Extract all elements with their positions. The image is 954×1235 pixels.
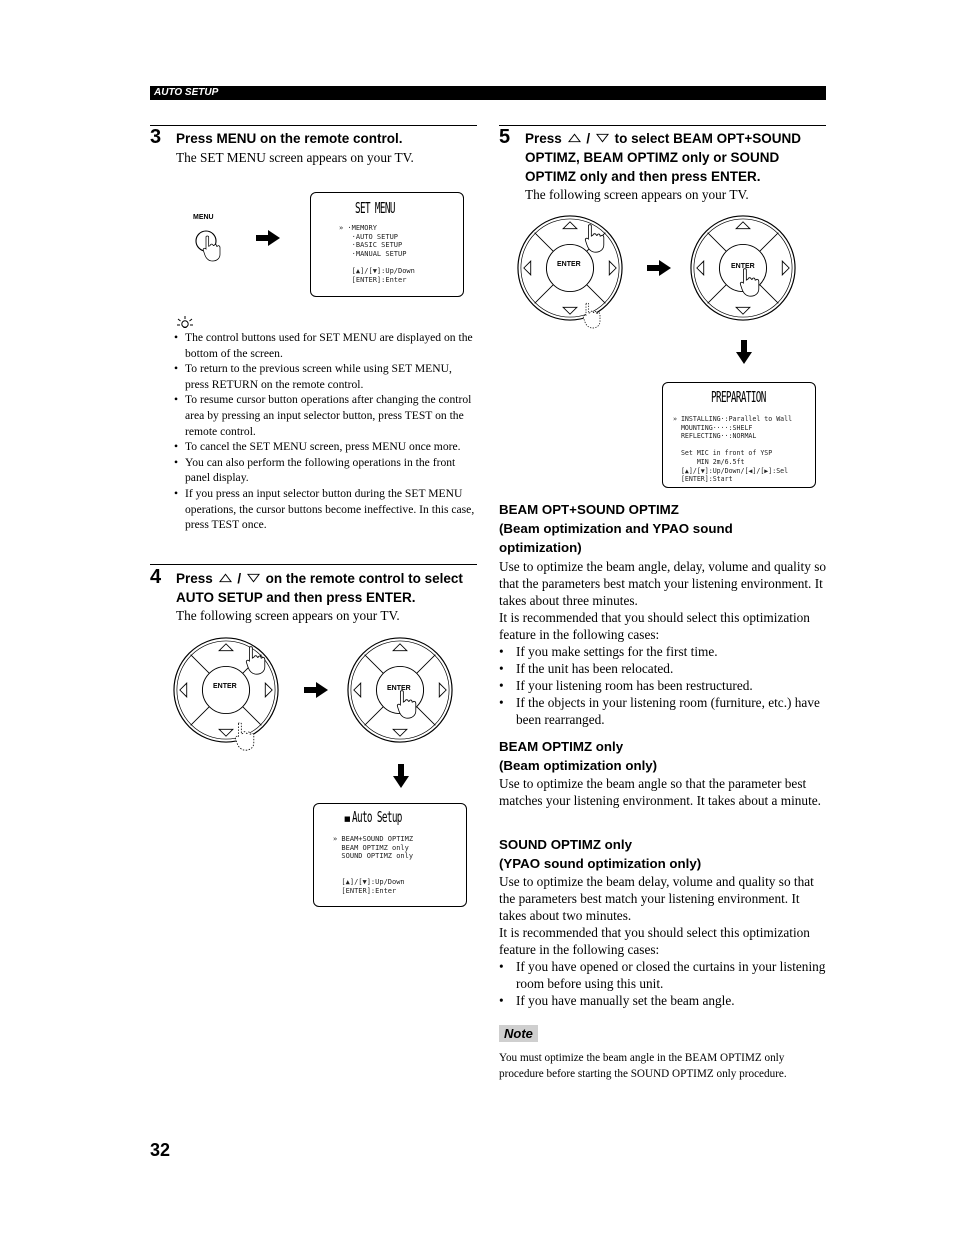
set-menu-screen (310, 192, 464, 297)
tip-item: • The control buttons used for SET MENU are displayed on the bottom of the screen. (174, 330, 476, 361)
note-label-box (499, 1025, 538, 1043)
heading-line: (YPAO sound optimization only) (499, 856, 702, 871)
step5-heading (525, 129, 825, 186)
step4-rule (150, 564, 477, 565)
arrow-down-icon (393, 764, 409, 788)
step5-heading-line2: OPTIMZ, BEAM OPTIMZ only or SOUND (525, 150, 780, 165)
list-item: • If you make settings for the first time. (499, 643, 827, 660)
tip-item: • You can also perform the following operations in the front panel display. (174, 455, 476, 486)
step5-rule (499, 125, 826, 126)
up-triangle-icon (219, 573, 232, 583)
list-item: • If you have opened or closed the curtains in your listening room before using this unit. (499, 958, 827, 992)
step4-heading-press: Press (176, 571, 213, 586)
step5-heading-rest: to select BEAM OPT+SOUND (614, 131, 802, 146)
down-triangle-icon (596, 133, 609, 143)
step4-heading-rest: on the remote control to select (265, 571, 463, 586)
hand-dotted-icon (234, 722, 256, 752)
cursor-pad-right (346, 636, 454, 744)
up-triangle-icon (568, 133, 581, 143)
tip-item: • To cancel the SET MENU screen, press MENU once more. (174, 439, 476, 455)
note-text: You must optimize the beam angle in the BEAM OPTIMZ only procedure before starting the SOUND OPTIMZ only procedure. (499, 1052, 787, 1080)
down-triangle-icon (247, 573, 260, 583)
tip-item: • To resume cursor button operations after changing the control area by pressing an input selector button, press TEST on the remote control. (174, 392, 476, 439)
set-menu-title: SET MENU (355, 199, 395, 217)
arrow-right-icon (647, 260, 671, 276)
cursor-pad-left (516, 214, 624, 322)
paragraph: Use to optimize the beam angle, delay, volume and quality so that the parameters best match your listening environment. It takes about three minutes. (499, 559, 827, 608)
preparation-screen (662, 382, 816, 488)
header-bar (150, 86, 826, 100)
hand-icon (245, 646, 267, 676)
screen-marker-icon: ■ (344, 815, 351, 823)
list-item: • If your listening room has been restructured. (499, 677, 827, 694)
sound-only-heading (499, 835, 826, 873)
sound-only-bullets (499, 958, 827, 1009)
step4-heading (176, 569, 476, 607)
tips-list (174, 330, 476, 533)
step3-body: The SET MENU screen appears on your TV. (176, 150, 414, 165)
step4-number: 4 (150, 566, 162, 588)
menu-button-label: MENU (193, 214, 214, 221)
step4-heading-line2: AUTO SETUP and then press ENTER. (176, 590, 416, 605)
step5-heading-slash: / (586, 131, 591, 146)
arrow-right-icon (256, 230, 280, 246)
paragraph: Use to optimize the beam delay, volume and quality so that the parameters best match your listening environment. It takes about two minutes. (499, 874, 814, 923)
list-item: • If the unit has been relocated. (499, 660, 827, 677)
heading-line: BEAM OPTIMZ only (499, 739, 624, 754)
enter-label: ENTER (557, 261, 581, 268)
auto-setup-lines: » BEAM+SOUND OPTIMZ BEAM OPTIMZ only SOUND OPTIMZ only [▲]/[▼]:Up/Down [ENTER]:Enter (333, 835, 414, 895)
step3-number: 3 (150, 126, 162, 148)
hand-icon (739, 268, 761, 298)
arrow-right-icon (304, 682, 328, 698)
heading-line: SOUND OPTIMZ only (499, 837, 632, 852)
beam-only-heading (499, 737, 826, 775)
page-number: 32 (150, 1140, 171, 1160)
menu-button-icon (193, 226, 223, 266)
preparation-lines: » INSTALLING·:Parallel to Wall MOUNTING····:SHELF REFLECTING··:NORMAL Set MIC in front of YSP MIN 2m/6.5ft [▲]/[▼]:Up/Down/[◀]/[▶]:Sel [ENTER]:Start (673, 415, 793, 484)
auto-setup-title: Auto Setup (352, 808, 402, 826)
auto-setup-screen (313, 803, 467, 907)
step4-heading-slash: / (237, 571, 242, 586)
tip-item: • If you press an input selector button during the SET MENU operations, the cursor buttons become ineffective. In this case, press TEST once. (174, 486, 476, 533)
step5-body: The following screen appears on your TV. (525, 187, 749, 202)
hand-dotted-icon (582, 302, 602, 330)
step5-number: 5 (499, 126, 511, 148)
hand-icon (396, 690, 418, 720)
arrow-down-icon (736, 340, 752, 364)
enter-label: ENTER (731, 263, 755, 270)
beam-only-body: Use to optimize the beam angle so that the parameter best matches your listening environment. It takes about a minute. (499, 776, 822, 808)
beam-sound-body (499, 558, 827, 728)
enter-label: ENTER (213, 683, 237, 690)
section-label: AUTO SETUP (154, 87, 219, 98)
hand-icon (584, 224, 606, 254)
cursor-pad-left (172, 636, 280, 744)
paragraph: It is recommended that you should select this optimization feature in the following cases: (499, 925, 810, 957)
beam-sound-heading (499, 500, 826, 557)
enter-label: ENTER (387, 685, 411, 692)
step3-heading: Press MENU on the remote control. (176, 131, 403, 146)
step3-rule (150, 125, 477, 126)
sound-only-body (499, 873, 827, 1009)
preparation-title: PREPARATION (711, 388, 766, 406)
tip-item: • To return to the previous screen while using SET MENU, press RETURN on the remote control. (174, 361, 476, 392)
beam-sound-bullets (499, 643, 827, 728)
step5-heading-line3: OPTIMZ only and then press ENTER. (525, 169, 761, 184)
heading-line: (Beam optimization and YPAO sound (499, 521, 733, 536)
list-item: • If you have manually set the beam angle. (499, 992, 827, 1009)
list-item: • If the objects in your listening room (furniture, etc.) have been rearranged. (499, 694, 827, 728)
paragraph: It is recommended that you should select this optimization feature in the following cases: (499, 610, 810, 642)
cursor-pad-right (689, 214, 797, 322)
heading-line: BEAM OPT+SOUND OPTIMZ (499, 502, 679, 517)
tip-icon (176, 315, 194, 331)
step4-body: The following screen appears on your TV. (176, 608, 400, 623)
heading-line: (Beam optimization only) (499, 758, 658, 773)
heading-line: optimization) (499, 540, 582, 555)
note-label: Note (499, 1025, 538, 1042)
step5-heading-press: Press (525, 131, 562, 146)
set-menu-lines: » ·MEMORY ·AUTO SETUP ·BASIC SETUP ·MANUAL SETUP [▲]/[▼]:Up/Down [ENTER]:Enter (339, 224, 415, 284)
